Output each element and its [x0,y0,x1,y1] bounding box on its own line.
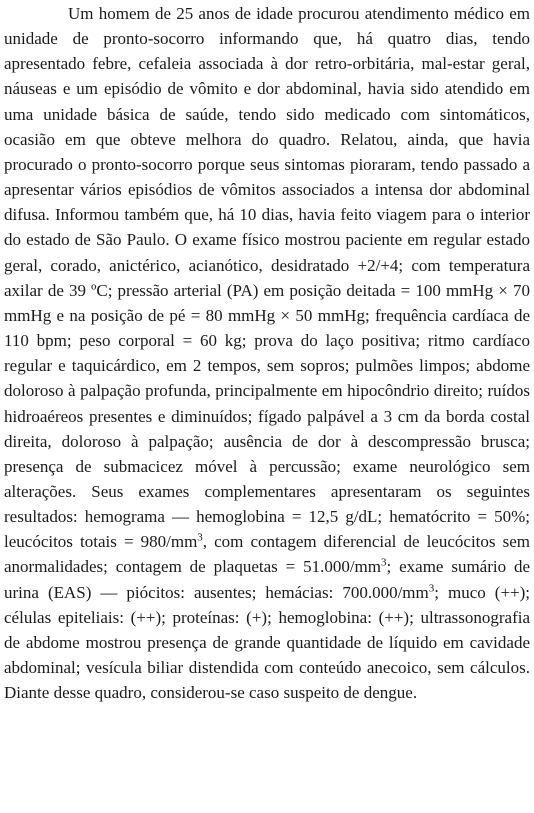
case-text-part-1: Um homem de 25 anos de idade procurou atendimento médico em unidade de pronto-socorro informando que, há quatro dias, tendo apresentado febre, cefaleia associada à dor retro-orbitária, mal-estar geral, náuseas e um episódio de vômito e dor abdominal, havia sido atendido em uma unidade básica de saúde, tendo sido medicado com sintomáticos, ocasião em que obteve melhora do quadro. Relatou, ainda, que havia procurado o pronto-socorro porque seus sintomas pioraram, tendo passado a apresentar vários episódios de vômitos associados a intensa dor abdominal difusa. Informou também que, há 10 dias, havia feito viagem para o interior do estado de São Paulo. O exame físico mostrou paciente em regular estado geral, corado, anictérico, acianótico, desidratado +2/+4; com temperatura axilar de 39 ºC; pressão arterial (PA) em posição deitada = 100 mmHg × 70 mmHg e na posição de pé = 80 mmHg × 50 mmHg; frequência cardíaca de 110 bpm; peso corporal = 60 kg; prova do laço positiva; ritmo cardíaco regular e taquicárdico, em 2 tempos, sem sopros; pulmões limpos; abdome doloroso à palpação profunda, principalmente em hipocôndrio direito; ruídos hidroaéreos presentes e diminuídos; fígado palpável a 3 cm da borda costal direita, doloroso à palpação; ausência de dor à descompressão brusca; presença de submacicez móvel à percussão; exame neurológico sem alterações. Seus exames complementares apresentaram os seguintes resultados: hemograma — hemoglobina = 12,5 g/dL; hematócrito = 50%; leucócitos totais = 980/mm [4,4,530,552]
case-text-part-3: ; exame sumário de urina (EAS) — piócitos: ausentes; hemácias: 700.000/mm [4,557,531,602]
superscript-cubed: 3 [197,531,203,544]
clinical-case-paragraph [4,1,530,705]
case-text-part-2: , com contagem diferencial de leucócitos sem anormalidades; contagem de plaquetas = 51.000/mm [4,532,530,577]
superscript-cubed: 3 [428,581,435,594]
case-text-part-4: ; muco (++); células epiteliais: (++); proteínas: (+); hemoglobina: (++); ultrassonografia de abdome mostrou presença de grande quantidade de líquido em cavidade abdominal; vesícula biliar distendida com conteúdo anecoico, sem cálculos. Diante desse quadro, considerou-se caso suspeito de dengue. [4,582,531,703]
superscript-cubed: 3 [381,556,387,569]
